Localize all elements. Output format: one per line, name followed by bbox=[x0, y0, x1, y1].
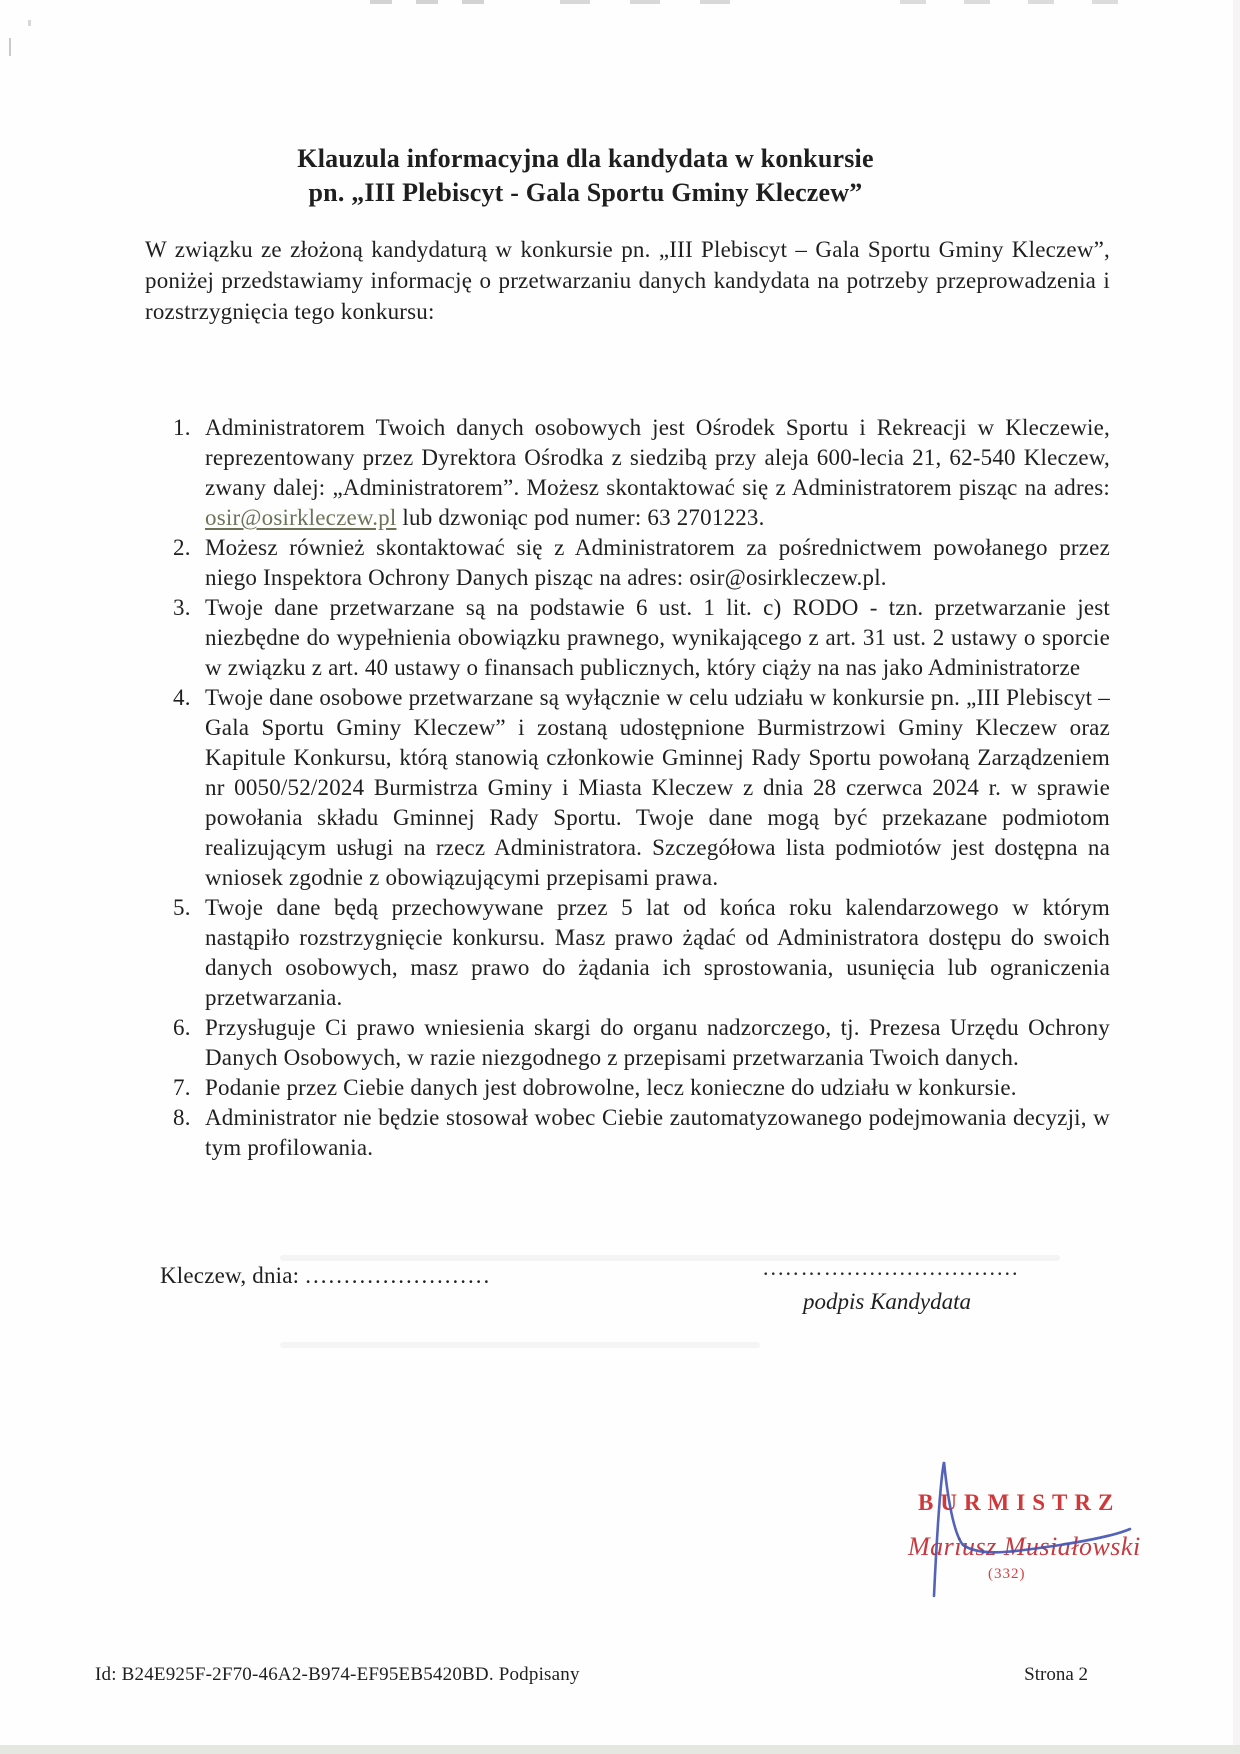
list-item bbox=[145, 533, 1110, 593]
list-item-number: 5. bbox=[173, 895, 191, 920]
mayor-stamp bbox=[900, 1440, 1150, 1615]
list-item bbox=[145, 1013, 1110, 1073]
list-item-number: 2. bbox=[173, 535, 191, 560]
pen-signature-icon bbox=[900, 1440, 1150, 1615]
list-item-text: Administratorem Twoich danych osobowych jest Ośrodek Sportu i Rekreacji w Kleczewie, reprezentowany przez Dyrektora Ośrodka z siedzibą przy aleja 600-lecia 21, 62-540 Kleczew, zwany dalej: „Administratorem”. Możesz skontaktować się z Administratorem pisząc na adres: bbox=[205, 415, 1110, 500]
list-item bbox=[145, 1103, 1110, 1163]
list-item-number: 3. bbox=[173, 595, 191, 620]
date-fill-dots: ........................ bbox=[305, 1263, 492, 1288]
list-item bbox=[145, 593, 1110, 683]
list-item-text: Administrator nie będzie stosował wobec Ciebie zautomatyzowanego podejmowania decyzji, w tym profilowania. bbox=[205, 1105, 1110, 1160]
scan-artifact-right-edge bbox=[1233, 0, 1240, 1754]
scan-artifact-left-mark bbox=[28, 20, 31, 26]
signature-fill-dots: .....….......................... bbox=[763, 1255, 1020, 1280]
list-item bbox=[145, 683, 1110, 893]
document-title bbox=[145, 142, 1026, 210]
scan-artifact-left-mark bbox=[9, 38, 11, 56]
list-item-text: lub dzwoniąc pod numer: 63 2701223. bbox=[396, 505, 765, 530]
list-item bbox=[145, 1073, 1110, 1103]
document-title-line1: Klauzula informacyjna dla kandydata w konkursie bbox=[297, 144, 874, 173]
date-label: Kleczew, dnia: bbox=[160, 1263, 300, 1288]
intro-paragraph: W związku ze złożoną kandydaturą w konkursie pn. „III Plebiscyt – Gala Sportu Gminy Kleczew”, poniżej przedstawiamy informację o przetwarzaniu danych kandydata na potrzeby przeprowadzenia i rozstrzygnięcia tego konkursu: bbox=[145, 237, 1110, 324]
stamp-code-text: (332) bbox=[988, 1566, 1026, 1582]
signing-section bbox=[145, 1251, 1110, 1381]
list-item-text: Podanie przez Ciebie danych jest dobrowolne, lecz konieczne do udziału w konkursie. bbox=[205, 1075, 1017, 1100]
footer-page-number: Strona 2 bbox=[1024, 1664, 1088, 1685]
list-item-number: 1. bbox=[173, 415, 191, 440]
list-item bbox=[145, 893, 1110, 1013]
list-item-text: Twoje dane będą przechowywane przez 5 lat od końca roku kalendarzowego w którym nastąpiło rozstrzygnięcie konkursu. Masz prawo żądać od Administratora dostępu do swoich danych osobowych, masz prawo do żądania ich sprostowania, usunięcia lub ograniczenia przetwarzania. bbox=[205, 895, 1110, 1010]
list-item-number: 6. bbox=[173, 1015, 191, 1040]
scan-artifact-bottom-edge bbox=[0, 1745, 1240, 1754]
list-item-number: 7. bbox=[173, 1075, 191, 1100]
list-item-text: Przysługuje Ci prawo wniesienia skargi do organu nadzorczego, tj. Prezesa Urzędu Ochrony Danych Osobowych, w razie niezgodnego z przepisami przetwarzania Twoich danych. bbox=[205, 1015, 1110, 1070]
date-line bbox=[160, 1263, 491, 1289]
list-item-number: 4. bbox=[173, 685, 191, 710]
stamp-name-text: Mariusz Musiałowski bbox=[908, 1532, 1141, 1561]
list-item-text: Możesz również skontaktować się z Administratorem za pośrednictwem powołanego przez niego Inspektora Ochrony Danych pisząc na adres: osir@osirkleczew.pl. bbox=[205, 535, 1110, 590]
signature-caption: podpis Kandydata bbox=[802, 1289, 972, 1314]
signature-block bbox=[763, 1255, 1020, 1315]
list-item-text: Twoje dane przetwarzane są na podstawie 6 ust. 1 lit. c) RODO - tzn. przetwarzanie jest niezbędne do wypełnienia obowiązku prawnego, wynikającego z art. 31 ust. 2 ustawy o sporcie w związku z art. 40 ustawy o finansach publicznych, który ciąży na nas jako Administratorze bbox=[205, 595, 1110, 680]
list-item-number: 8. bbox=[173, 1105, 191, 1130]
list-item-text: Twoje dane osobowe przetwarzane są wyłącznie w celu udziału w konkursie pn. „III Plebiscyt –Gala Sportu Gminy Kleczew” i zostaną udostępnione Burmistrzowi Gminy Kleczew oraz Kapitule Konkursu, którą stanowią członkowie Gminnej Rady Sportu powołaną Zarządzeniem nr 0050/52/2024 Burmistrza Gminy i Miasta Kleczew z dnia 28 czerwca 2024 r. w sprawie powołania składu Gminnej Rady Sportu. Twoje dane mogą być przekazane podmiotom realizującym usługi na rzecz Administratora. Szczegółowa lista podmiotów jest dostępna na wniosek zgodnie z obowiązującymi przepisami prawa. bbox=[205, 685, 1110, 890]
footer-document-id: Id: B24E925F-2F70-46A2-B974-EF95EB5420BD. Podpisany bbox=[95, 1664, 580, 1685]
numbered-list bbox=[145, 413, 1110, 1163]
list-item bbox=[145, 413, 1110, 533]
document-title-line2: pn. „III Plebiscyt - Gala Sportu Gminy Kleczew” bbox=[308, 178, 863, 207]
email-link[interactable]: osir@osirkleczew.pl bbox=[205, 505, 397, 530]
stamp-role-text: BURMISTRZ bbox=[918, 1490, 1121, 1515]
document-body bbox=[145, 0, 1110, 1381]
